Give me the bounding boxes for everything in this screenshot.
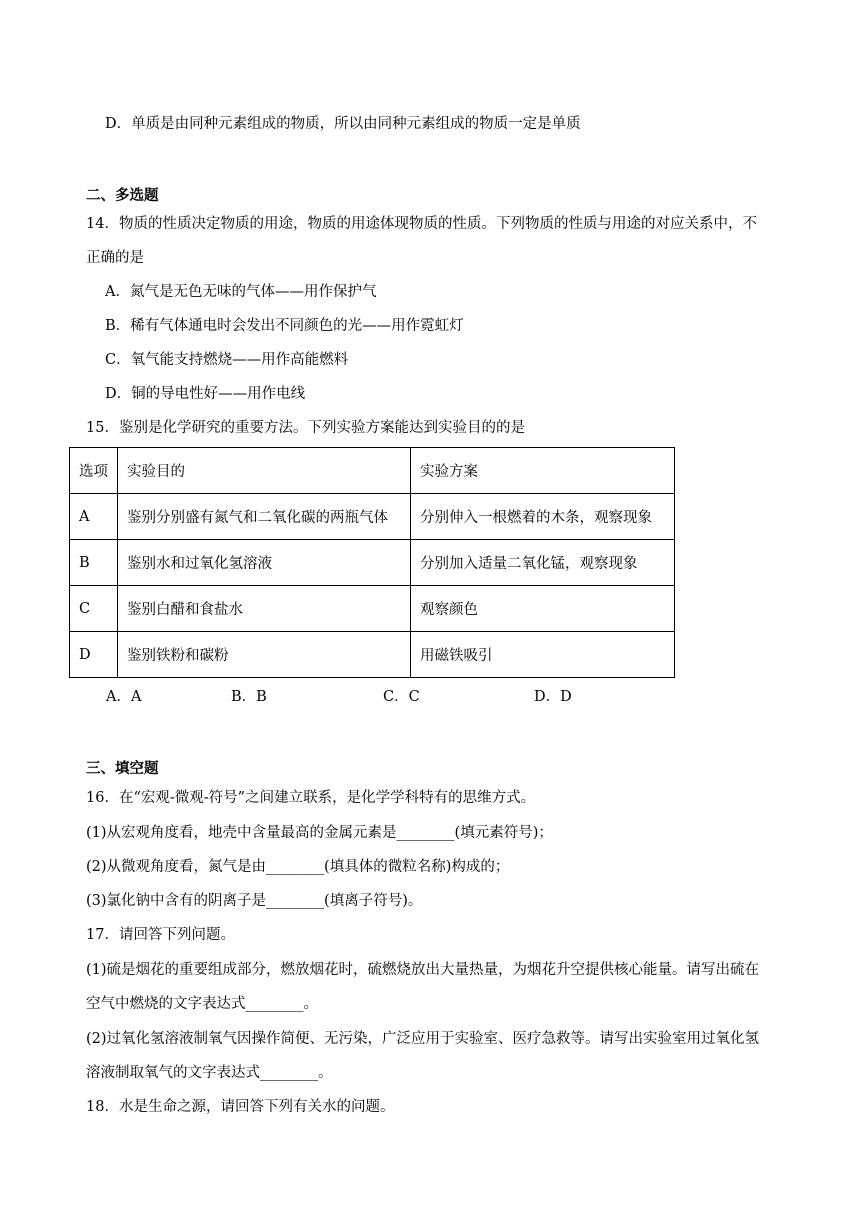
q15-choice-d: D．D	[534, 689, 572, 705]
section2-heading: 二、多选题	[86, 187, 159, 204]
table-cell: 鉴别水和过氧化氢溶液	[118, 540, 411, 586]
q13-option-d: D．单质是由同种元素组成的物质，所以由同种元素组成的物质一定是单质	[105, 116, 581, 132]
q15-stem: 15．鉴别是化学研究的重要方法。下列实验方案能达到实验目的的是	[86, 420, 525, 436]
q17-part2-line2: 溶液制取氧气的文字表达式________。	[86, 1065, 333, 1081]
q14-option-b: B．稀有气体通电时会发出不同颜色的光——用作霓虹灯	[105, 318, 464, 334]
table-row	[70, 540, 675, 586]
q17-stem: 17．请回答下列问题。	[86, 927, 235, 943]
q16-stem: 16．在“宏观-微观-符号”之间建立联系，是化学学科特有的思维方式。	[86, 790, 536, 806]
table-cell: A	[70, 494, 118, 540]
section3-heading: 三、填空题	[86, 760, 159, 777]
table-header-cell: 实验方案	[411, 448, 675, 494]
q16-part3: (3)氯化钠中含有的阴离子是________(填离子符号)。	[86, 893, 423, 909]
table-header-cell: 实验目的	[118, 448, 411, 494]
table-cell: 分别伸入一根燃着的木条，观察现象	[411, 494, 675, 540]
q18-stem: 18．水是生命之源，请回答下列有关水的问题。	[86, 1099, 395, 1115]
table-header-cell: 选项	[70, 448, 118, 494]
q17-part1-line1: (1)硫是烟花的重要组成部分，燃放烟花时，硫燃烧放出大量热量，为烟花升空提供核心能量。请写出硫在	[86, 962, 760, 978]
table-cell: 用磁铁吸引	[411, 632, 675, 678]
table-row	[70, 632, 675, 678]
table-cell: 鉴别分别盛有氮气和二氧化碳的两瓶气体	[118, 494, 411, 540]
q15-choice-b: B．B	[231, 689, 267, 705]
q15-experiment-table	[69, 447, 675, 678]
table-cell: B	[70, 540, 118, 586]
q17-part2-line1: (2)过氧化氢溶液制氧气因操作简便、无污染，广泛应用于实验室、医疗急救等。请写出实验室用过氧化氢	[86, 1031, 760, 1047]
q14-option-c: C．氧气能支持燃烧——用作高能燃料	[105, 352, 349, 368]
table-cell: D	[70, 632, 118, 678]
table-row	[70, 494, 675, 540]
table-cell: 鉴别铁粉和碳粉	[118, 632, 411, 678]
q15-choice-a: A．A	[106, 689, 142, 705]
q16-part1: (1)从宏观角度看，地壳中含量最高的金属元素是________(填元素符号)；	[86, 825, 553, 841]
table-header-row	[70, 448, 675, 494]
q14-stem-line1: 14．物质的性质决定物质的用途，物质的用途体现物质的性质。下列物质的性质与用途的对应关系中，不	[86, 216, 757, 232]
table-cell: C	[70, 586, 118, 632]
q17-part1-line2: 空气中燃烧的文字表达式________。	[86, 996, 318, 1012]
table-cell: 鉴别白醋和食盐水	[118, 586, 411, 632]
q14-stem-line2: 正确的是	[86, 250, 144, 266]
table-cell: 分别加入适量二氧化锰，观察现象	[411, 540, 675, 586]
table-row	[70, 586, 675, 632]
q16-part2: (2)从微观角度看，氮气是由________(填具体的微粒名称)构成的；	[86, 859, 510, 875]
table-cell: 观察颜色	[411, 586, 675, 632]
q14-option-a: A．氮气是无色无味的气体——用作保护气	[105, 284, 377, 300]
q15-choice-c: C．C	[383, 689, 420, 705]
q14-option-d: D．铜的导电性好——用作电线	[105, 386, 306, 402]
